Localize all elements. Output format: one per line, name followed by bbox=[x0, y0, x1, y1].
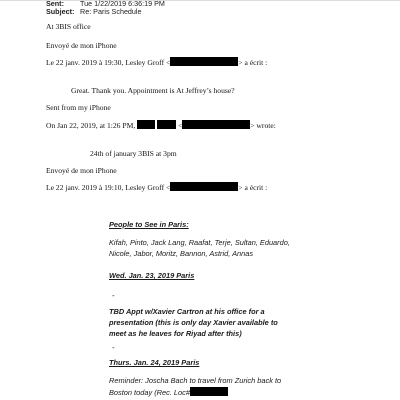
day2-item-line-2 bbox=[109, 387, 228, 397]
dash-2: - bbox=[112, 343, 115, 352]
quote-header-1-suffix: > a écrit : bbox=[238, 58, 268, 67]
subject-label: Subject: bbox=[46, 7, 75, 16]
sent-value: Tue 1/22/2019 6:36:19 PM bbox=[80, 0, 165, 8]
day2-heading: Thurs. Jan. 24, 2019 Paris bbox=[109, 358, 200, 367]
day2-item-line-2-text: Boston today (Rec. Loc# bbox=[109, 388, 190, 397]
subject-row bbox=[46, 7, 142, 16]
reply-line-2: Great. Thank you. Appointment is At Jeffrey’s house? bbox=[71, 86, 235, 95]
signature-en: Sent from my iPhone bbox=[46, 103, 111, 112]
quote-lt-sign: < bbox=[177, 121, 183, 130]
day1-item-line-2: presentation (this is only day Xavier available to bbox=[109, 318, 278, 327]
quote-header-2-prefix: On Jan 22, 2019, at 1:26 PM, bbox=[46, 121, 136, 130]
redaction-block bbox=[190, 387, 228, 396]
dash-1: - bbox=[112, 291, 115, 300]
reply-line-3: 24th of january 3BIS at 3pm bbox=[90, 149, 177, 158]
people-heading: People to See in Paris: bbox=[109, 220, 189, 229]
redaction-block bbox=[170, 57, 238, 66]
redaction-block bbox=[170, 182, 238, 191]
sent-label: Sent: bbox=[46, 0, 64, 8]
quote-header-2-suffix: > wrote: bbox=[250, 121, 276, 130]
day1-item-line-3: meet as he leaves for Riyad after this) bbox=[109, 329, 242, 338]
redaction-block bbox=[182, 120, 250, 129]
reply-line-1: At 3BIS office bbox=[46, 22, 91, 31]
subject-value: Re: Paris Schedule bbox=[80, 7, 142, 16]
redaction-block bbox=[137, 120, 155, 129]
redaction-block bbox=[157, 120, 176, 129]
people-list-line-1: Kifah, Pinto, Jack Lang, Raafat, Terje, Sultan, Eduardo, bbox=[109, 238, 290, 247]
quote-header-2 bbox=[46, 120, 276, 130]
quote-header-3 bbox=[46, 182, 267, 192]
day2-item-line-1: Reminder: Joscha Bach to travel from Zurich back to bbox=[109, 376, 282, 385]
people-list-line-2: Nicole, Jabor, Moritz, Bannon, Astrid, Annas bbox=[109, 249, 254, 258]
quote-header-3-suffix: > a écrit : bbox=[238, 183, 268, 192]
day1-item-line-1: TBD Appt w/Xavier Cartron at his office for a bbox=[109, 307, 265, 316]
quote-header-3-prefix: Le 22 janv. 2019 à 19:10, Lesley Groff < bbox=[46, 183, 171, 192]
signature-fr-2: Envoyé de mon iPhone bbox=[46, 166, 117, 175]
quote-header-1-prefix: Le 22 janv. 2019 à 19:30, Lesley Groff < bbox=[46, 58, 171, 67]
signature-fr-1: Envoyé de mon iPhone bbox=[46, 41, 117, 50]
quote-header-1 bbox=[46, 57, 267, 67]
day1-heading: Wed. Jan. 23, 2019 Paris bbox=[109, 271, 195, 280]
